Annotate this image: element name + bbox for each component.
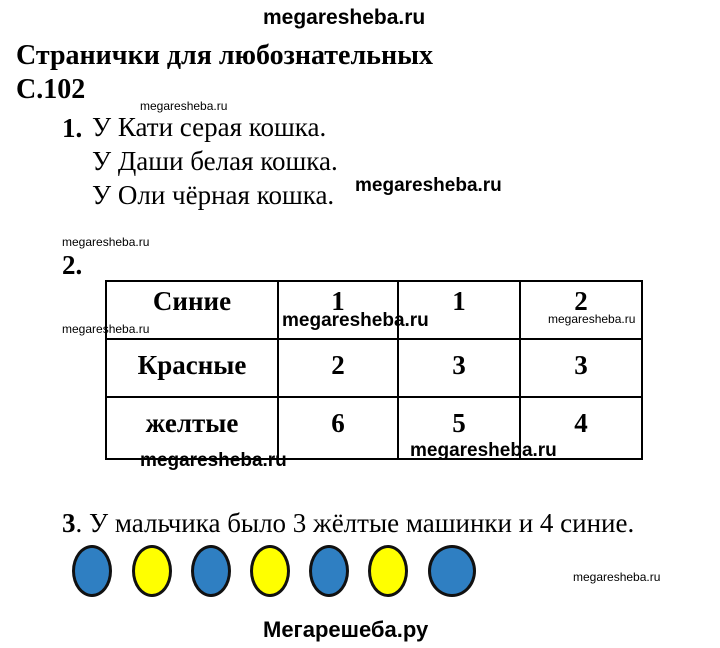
table-row: [106, 339, 642, 397]
watermark-small: megaresheba.ru: [573, 570, 661, 584]
yellow-circle: [132, 545, 172, 597]
table-row-label: Красные: [106, 339, 278, 397]
task2-number: 2.: [62, 250, 83, 280]
watermark-top: megaresheba.ru: [263, 6, 426, 29]
watermark-small: megaresheba.ru: [548, 312, 636, 326]
watermark-small: megaresheba.ru: [140, 99, 228, 113]
table-cell: 3: [520, 339, 642, 397]
watermark-bold: megaresheba.ru: [140, 450, 287, 471]
yellow-circle: [250, 545, 290, 597]
table-cell: 5: [398, 397, 520, 459]
watermark-bold: megaresheba.ru: [410, 440, 557, 461]
table-row-label: Синие: [106, 281, 278, 339]
watermark-bold: megaresheba.ru: [282, 310, 429, 331]
blue-circle: [309, 545, 349, 597]
task1-line: У Оли чёрная кошка.: [92, 180, 335, 210]
task1-number: 1.: [62, 113, 83, 143]
table-cell: 3: [398, 339, 520, 397]
watermark-small: megaresheba.ru: [62, 235, 150, 249]
table-cell: 1: [398, 281, 520, 339]
answer-table: [105, 280, 643, 460]
page-reference: С.102: [16, 74, 86, 105]
watermark-small: megaresheba.ru: [62, 322, 150, 336]
table-cell: 4: [520, 397, 642, 459]
task3-text: . У мальчика было 3 жёлтые машинки и 4 синие.: [75, 508, 635, 538]
task3-number: 3: [62, 508, 76, 538]
table-cell: 6: [278, 397, 398, 459]
table-row-label: желтые: [106, 397, 278, 459]
page-heading: Странички для любознательных: [16, 40, 433, 71]
watermark-bold: megaresheba.ru: [355, 175, 502, 196]
footer-watermark: Мегарешеба.ру: [263, 617, 429, 642]
table-cell: 1: [278, 281, 398, 339]
blue-circle: [428, 545, 476, 597]
task1-line: У Кати серая кошка.: [92, 112, 327, 142]
blue-circle: [191, 545, 231, 597]
table-cell: 2: [520, 281, 642, 339]
task1-line: У Даши белая кошка.: [92, 146, 338, 176]
yellow-circle: [368, 545, 408, 597]
table-cell: 2: [278, 339, 398, 397]
task3-line: [62, 508, 634, 539]
blue-circle: [72, 545, 112, 597]
